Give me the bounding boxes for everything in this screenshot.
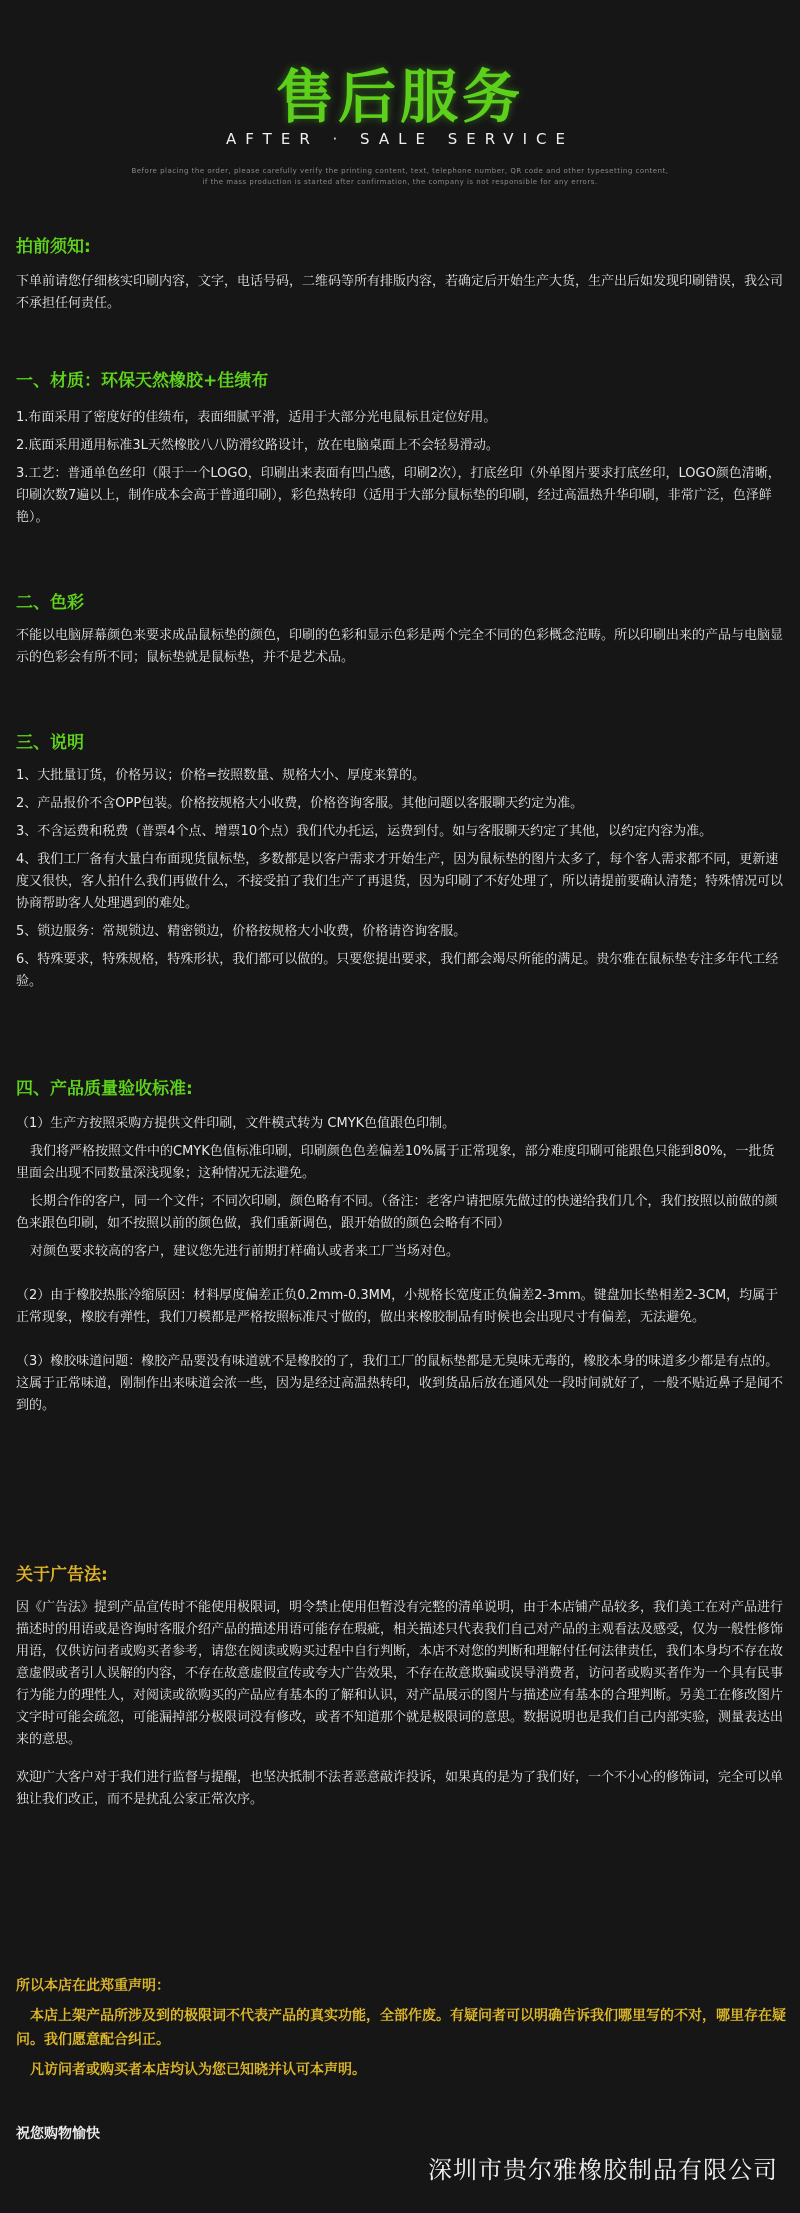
paragraph: （2）由于橡胶热胀冷缩原因：材料厚度偏差正负0.2mm-0.3MM，小规格长宽度正负偏差2-3mm。键盘加长垫相差2-3CM，均属于正常现象，橡胶有弹性，我们刀模都是严格按照标准尺寸做的，做出来橡胶制品有时候也会出现尺寸有偏差，无法避免。 <box>16 1288 779 1325</box>
section-quality <box>16 1074 786 1417</box>
list-item: 1.布面采用了密度好的佳绩布，表面细腻平滑，适用于大部分光电鼠标且定位好用。 <box>16 410 497 425</box>
hero-banner <box>0 0 800 200</box>
paragraph: 长期合作的客户，同一个文件；不同次印刷，颜色略有不同。（备注：老客户请把原先做过的快递给我们几个，我们按照以前做的颜色来跟色印刷，如不按照以前的颜色做，我们重新调色，跟开始做的颜色会略有不同） <box>16 1194 778 1231</box>
hero-fineprint-1: Before placing the order, please carefully verify the printing content, text, telephone number, QR code and other typesetting content, <box>131 167 669 175</box>
section-material <box>16 366 786 529</box>
list-item: 2、产品报价不含OPP包装。价格按规格大小收费，价格咨询客服。其他问题以客服聊天约定为准。 <box>16 796 584 811</box>
company-name: 深圳市贵尔雅橡胶制品有限公司 <box>428 2156 778 2184</box>
paragraph: 因《广告法》提到产品宣传时不能使用极限词，明令禁止使用但暂没有完整的清单说明，由于本店铺产品较多，我们美工在对产品进行描述时的用语或是咨询时客服介绍产品的描述用语可能存在瑕疵，相关描述只代表我们自己对产品的主观看法及感受，仅为一般性修饰用语，仅供访问者或购买者参考，请您在阅读或购买过程中自行判断，本店不对您的判断和理解付任何法律责任，我们本身均不存在故意虚假或者引人误解的内容，不存在故意虚假宣传或夸大广告效果，不存在故意欺骗或误导消费者，访问者或购买者作为一个具有民事行为能力的理性人，对阅读或欲购买的产品应有基本的了解和认识，对产品展示的图片与描述应有基本的合理判断。另美工在修改图片文字时可能会疏忽，可能漏掉部分极限词没有修改，或者不知道那个就是极限词的意思。数据说明也是我们自己内部实验，测量表达出来的意思。 <box>16 1600 784 1747</box>
list-item: 3、不含运费和税费（普票4个点、增票10个点）我们代办托运，运费到付。如与客服聊天约定了其他，以约定内容为准。 <box>16 824 713 839</box>
section-color <box>16 588 786 669</box>
list-item: 1、大批量订货，价格另议；价格=按照数量、规格大小、厚度来算的。 <box>16 768 426 783</box>
list-item: 2.底面采用通用标准3L天然橡胶八八防滑纹路设计，放在电脑桌面上不会轻易滑动。 <box>16 438 499 453</box>
list-item: 3.工艺：普通单色丝印（限于一个LOGO，印刷出来表面有凹凸感，印刷2次），打底丝印（外单图片要求打底丝印，LOGO颜色清晰，印刷次数7遍以上，制作成本会高于普通印刷），彩色热转印（适用于大部分鼠标垫的印刷，经过高温热升华印刷，非常广泛，色泽鲜艳）。 <box>16 466 781 525</box>
hero-fineprint-2: if the mass production is started after confirmation, the company is not responsible for any errors. <box>202 178 598 186</box>
section-heading: 拍前须知: <box>16 237 91 257</box>
paragraph: （1）生产方按照采购方提供文件印刷，文件模式转为 CMYK色值跟色印制。 <box>16 1116 456 1131</box>
list-item: 4、我们工厂备有大量白布面现货鼠标垫，多数都是以客户需求才开始生产，因为鼠标垫的图片太多了，每个客人需求都不同，更新速度又很快，客人拍什么我们再做什么，不接受拍了我们生产了再退货，因为印刷了不好处理了，所以请提前要确认清楚；特殊情况可以协商帮助客人处理遇到的难处。 <box>16 852 784 911</box>
paragraph: 对颜色要求较高的客户，建议您先进行前期打样确认或者来工厂当场对色。 <box>30 1244 460 1259</box>
section-heading: 三、说明 <box>16 733 84 753</box>
section-ad-law <box>16 1560 786 1811</box>
section-heading: 二、色彩 <box>16 593 84 613</box>
section-statement <box>16 1974 786 2082</box>
paragraph: 我们将严格按照文件中的CMYK色值标准印刷，印刷颜色色差偏差10%属于正常现象，部分难度印刷可能跟色只能到80%，一批货里面会出现不同数量深浅现象；这种情况无法避免。 <box>16 1144 775 1181</box>
section-heading: 一、材质：环保天然橡胶+佳绩布 <box>16 371 269 391</box>
list-item: 5、锁边服务：常规锁边、精密锁边，价格按规格大小收费，价格请咨询客服。 <box>16 924 467 939</box>
paragraph: 欢迎广大客户对于我们进行监督与提醒，也坚决抵制不法者恶意敲诈投诉，如果真的是为了我们好，一个不小心的修饰词，完全可以单独让我们改正，而不是扰乱公家正常次序。 <box>16 1770 784 1807</box>
section-heading: 关于广告法: <box>16 1565 108 1585</box>
statement-line: 本店上架产品所涉及到的极限词不代表产品的真实功能，全部作废。有疑问者可以明确告诉我们哪里写的不对，哪里存在疑问。我们愿意配合纠正。 <box>16 2008 786 2048</box>
section-heading: 四、产品质量验收标准: <box>16 1079 193 1099</box>
statement-line: 凡访问者或购买者本店均认为您已知晓并认可本声明。 <box>30 2062 366 2078</box>
hero-subtitle: AFTER · SALE SERVICE <box>226 130 574 148</box>
paragraph: （3）橡胶味道问题：橡胶产品要没有味道就不是橡胶的了，我们工厂的鼠标垫都是无臭味无毒的，橡胶本身的味道多少都是有点的。这属于正常味道，刚制作出来味道会浓一些，因为是经过高温热转印，收到货品后放在通风处一段时间就好了，一般不贴近鼻子是闻不到的。 <box>16 1354 784 1413</box>
section-before-order <box>16 232 786 315</box>
hero-title: 售后服务 <box>275 63 524 131</box>
list-item: 6、特殊要求，特殊规格，特殊形状，我们都可以做的。只要您提出要求，我们都会竭尽所能的满足。贵尔雅在鼠标垫专注多年代工经验。 <box>16 952 779 989</box>
statement-title: 所以本店在此郑重声明： <box>16 1978 170 1994</box>
paragraph: 下单前请您仔细核实印刷内容，文字，电话号码，二维码等所有排版内容，若确定后开始生产大货，生产出后如发现印刷错误，我公司不承担任何责任。 <box>16 274 784 311</box>
section-notes <box>16 728 786 993</box>
paragraph: 不能以电脑屏幕颜色来要求成品鼠标垫的颜色，印刷的色彩和显示色彩是两个完全不同的色彩概念范畴。所以印刷出来的产品与电脑显示的色彩会有所不同；鼠标垫就是鼠标垫，并不是艺术品。 <box>16 628 784 665</box>
closing-greeting: 祝您购物愉快 <box>16 2126 100 2142</box>
